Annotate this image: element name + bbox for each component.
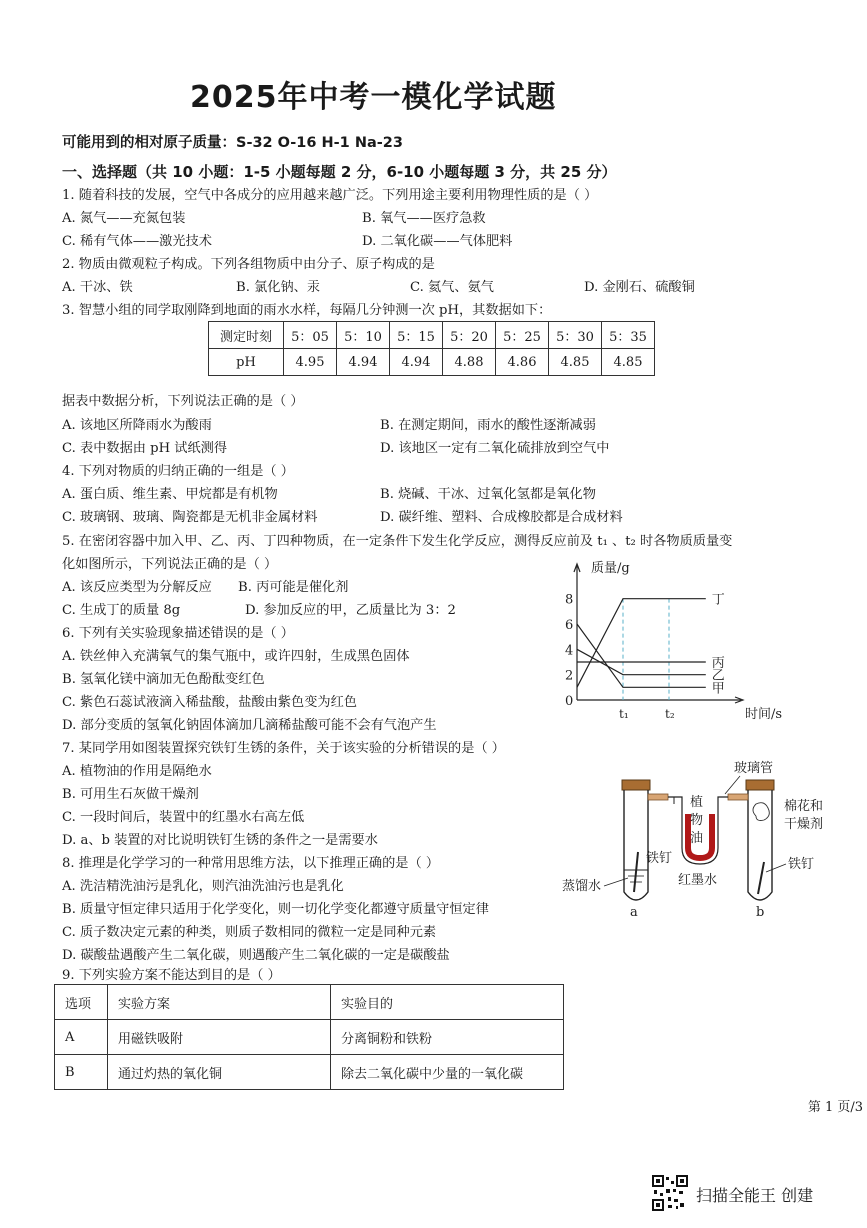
x-tick-label: t₁: [619, 707, 629, 721]
plan-table: [54, 984, 564, 1090]
ph-table-cell: 5：35: [602, 322, 655, 349]
q8-option-d: D. 碳酸盐遇酸产生二氧化碳，则遇酸产生二氧化碳的一定是碳酸盐: [62, 948, 450, 963]
ph-table-cell: 5：30: [549, 322, 602, 349]
ph-table-cell: 4.86: [496, 349, 549, 376]
q1-option-a: A. 氮气——充氮包装: [62, 211, 186, 226]
plan-table-row: [55, 1055, 564, 1090]
ph-table-cell: 5：15: [390, 322, 443, 349]
plan-table-cell: A: [55, 1020, 108, 1055]
ph-table-value-row: [209, 349, 655, 376]
series-line: [577, 599, 706, 688]
q7-option-a: A. 植物油的作用是隔绝水: [62, 764, 212, 779]
atomic-masses: 可能用到的相对原子质量：S-32 O-16 H-1 Na-23: [62, 135, 403, 151]
q5-option-c: C. 生成丁的质量 8g: [62, 603, 181, 618]
page-number: 第 1 页/3: [807, 1100, 863, 1115]
ph-table-cell: 4.95: [284, 349, 337, 376]
q4-option-c: C. 玻璃钢、玻璃、陶瓷都是无机非金属材料: [62, 510, 318, 525]
q4-option-a: A. 蛋白质、维生素、甲烷都是有机物: [62, 487, 278, 502]
q6-option-c: C. 紫色石蕊试液滴入稀盐酸，盐酸由紫色变为红色: [62, 695, 357, 710]
y-tick-label: 4: [565, 643, 574, 659]
q8-option-a: A. 洗洁精洗油污是乳化，则汽油洗油污也是乳化: [62, 879, 344, 894]
q3-option-d: D. 该地区一定有二氧化硫排放到空气中: [380, 441, 610, 456]
series-label: 乙: [711, 668, 725, 684]
y-tick-label: 6: [565, 618, 574, 633]
q1-option-d: D. 二氧化碳——气体肥料: [362, 234, 513, 249]
series-label: 丁: [711, 592, 725, 608]
q8-option-c: C. 质子数决定元素的种类，则质子数相同的微粒一定是同种元素: [62, 925, 437, 940]
q8-stem: 8. 推理是化学学习的一种常用思维方法，以下推理正确的是（ ）: [62, 856, 440, 871]
series-label: 甲: [711, 681, 725, 697]
rust-experiment-apparatus: [560, 752, 840, 922]
q4-stem: 4. 下列对物质的归纳正确的一组是（ ）: [62, 464, 294, 479]
section-title: 一、选择题（共 10 小题：1-5 小题每题 2 分，6-10 小题每题 3 分，共 25 分）: [62, 163, 617, 181]
q7-option-b: B. 可用生石灰做干燥剂: [62, 787, 199, 802]
q7-option-c: C. 一段时间后，装置中的红墨水右高左低: [62, 810, 305, 825]
y-axis-label: 质量/g: [591, 561, 630, 576]
mass-time-graph: [555, 560, 795, 732]
q3-option-b: B. 在测定期间，雨水的酸性逐渐减弱: [380, 418, 596, 433]
q5-stem-line1: 5. 在密闭容器中加入甲、乙、丙、丁四种物质，在一定条件下发生化学反应，测得反应前及 t₁ 、t₂ 时各物质质量变: [62, 534, 733, 549]
q5-stem-line2: 化如图所示，下列说法正确的是（ ）: [62, 557, 278, 572]
plan-table-cell: 除去二氧化碳中少量的一氧化碳: [331, 1055, 564, 1090]
q5-option-d: D. 参加反应的甲，乙质量比为 3：2: [245, 603, 456, 618]
test-tube-a: [622, 780, 650, 900]
q5-option-a: A. 该反应类型为分解反应: [62, 580, 212, 595]
plan-table-cell: 分离铜粉和铁粉: [331, 1020, 564, 1055]
ph-table-cell: 4.94: [390, 349, 443, 376]
q1-option-c: C. 稀有气体——激光技术: [62, 234, 212, 249]
label-b: b: [756, 905, 765, 920]
q6-option-b: B. 氢氧化镁中滴加无色酚酞变红色: [62, 672, 265, 687]
ph-table-cell: 4.88: [443, 349, 496, 376]
y-tick-label: 8: [565, 592, 574, 608]
y-tick-label: 2: [565, 668, 574, 684]
x-tick-label: t₂: [665, 707, 675, 721]
plan-table-cell: 选项: [55, 985, 108, 1020]
ph-table-cell: 5：20: [443, 322, 496, 349]
test-tube-b: [746, 780, 774, 900]
qr-code-icon: [652, 1175, 688, 1211]
label-a: a: [630, 905, 638, 920]
label-nail-b: 铁钉: [788, 857, 815, 872]
q3-option-a: A. 该地区所降雨水为酸雨: [62, 418, 212, 433]
q2-stem: 2. 物质由微观粒子构成。下列各组物质中由分子、原子构成的是: [62, 257, 435, 272]
plan-table-header-row: [55, 985, 564, 1020]
page-title: 2025年中考一模化学试题: [190, 80, 557, 115]
ph-table: [208, 321, 655, 376]
q4-option-b: B. 烧碱、干冰、过氧化氢都是氧化物: [380, 487, 596, 502]
series-line: [577, 624, 706, 687]
q6-option-a: A. 铁丝伸入充满氧气的集气瓶中，或许四射，生成黑色固体: [62, 649, 410, 664]
q6-option-d: D. 部分变质的氢氧化钠固体滴加几滴稀盐酸可能不会有气泡产生: [62, 718, 437, 733]
q2-option-c: C. 氦气、氨气: [410, 280, 494, 295]
q3-stem: 3. 智慧小组的同学取刚降到地面的雨水水样，每隔几分钟测一次 pH，其数据如下：: [62, 303, 552, 318]
plan-table-cell: 用磁铁吸附: [108, 1020, 331, 1055]
scanner-watermark: 扫描全能王 创建: [696, 1186, 814, 1205]
q4-option-d: D. 碳纤维、塑料、合成橡胶都是合成材料: [380, 510, 623, 525]
label-distilled-water: 蒸馏水: [562, 879, 602, 894]
q9-stem: 9. 下列实验方案不能达到目的是（ ）: [62, 968, 281, 983]
plan-table-cell: 通过灼热的氧化铜: [108, 1055, 331, 1090]
ph-table-header-row: [209, 322, 655, 349]
y-tick-label: 0: [565, 694, 574, 709]
q3-option-c: C. 表中数据由 pH 试纸测得: [62, 441, 228, 456]
label-cotton-1: 棉花和: [784, 799, 824, 814]
q2-option-b: B. 氯化钠、汞: [236, 280, 321, 295]
q2-option-a: A. 干冰、铁: [62, 280, 133, 295]
ph-table-cell: 4.85: [602, 349, 655, 376]
ph-table-cell: 5：25: [496, 322, 549, 349]
ph-table-cell: 4.94: [337, 349, 390, 376]
q7-option-d: D. a、b 装置的对比说明铁钉生锈的条件之一是需要水: [62, 833, 378, 848]
plan-table-row: [55, 1020, 564, 1055]
series-label: 丙: [711, 656, 725, 671]
label-oil-2: 物: [690, 813, 704, 828]
label-oil-1: 植: [690, 795, 704, 810]
label-nail-a: 铁钉: [646, 851, 673, 866]
q1-stem: 1. 随着科技的发展，空气中各成分的应用越来越广泛。下列用途主要利用物理性质的是（ ）: [62, 188, 598, 203]
q3-after: 据表中数据分析，下列说法正确的是（ ）: [62, 394, 304, 409]
label-cotton-2: 干燥剂: [784, 817, 824, 832]
label-red-ink: 红墨水: [678, 873, 718, 888]
q5-option-b: B. 丙可能是催化剂: [238, 580, 349, 595]
ph-table-cell: pH: [209, 349, 284, 376]
ph-table-cell: 4.85: [549, 349, 602, 376]
plan-table-cell: 实验目的: [331, 985, 564, 1020]
ph-table-cell: 5：05: [284, 322, 337, 349]
plan-table-cell: B: [55, 1055, 108, 1090]
q2-option-d: D. 金刚石、硫酸铜: [584, 280, 695, 295]
ph-table-cell: 5：10: [337, 322, 390, 349]
q8-option-b: B. 质量守恒定律只适用于化学变化，则一切化学变化都遵守质量守恒定律: [62, 902, 489, 917]
label-glass-tube: 玻璃管: [734, 761, 774, 776]
q6-stem: 6. 下列有关实验现象描述错误的是（ ）: [62, 626, 294, 641]
ph-table-cell: 测定时刻: [209, 322, 284, 349]
q7-stem: 7. 某同学用如图装置探究铁钉生锈的条件，关于该实验的分析错误的是（ ）: [62, 741, 505, 756]
label-oil-3: 油: [690, 831, 704, 846]
plan-table-cell: 实验方案: [108, 985, 331, 1020]
x-axis-label: 时间/s: [745, 707, 783, 722]
q1-option-b: B. 氧气——医疗急救: [362, 211, 486, 226]
